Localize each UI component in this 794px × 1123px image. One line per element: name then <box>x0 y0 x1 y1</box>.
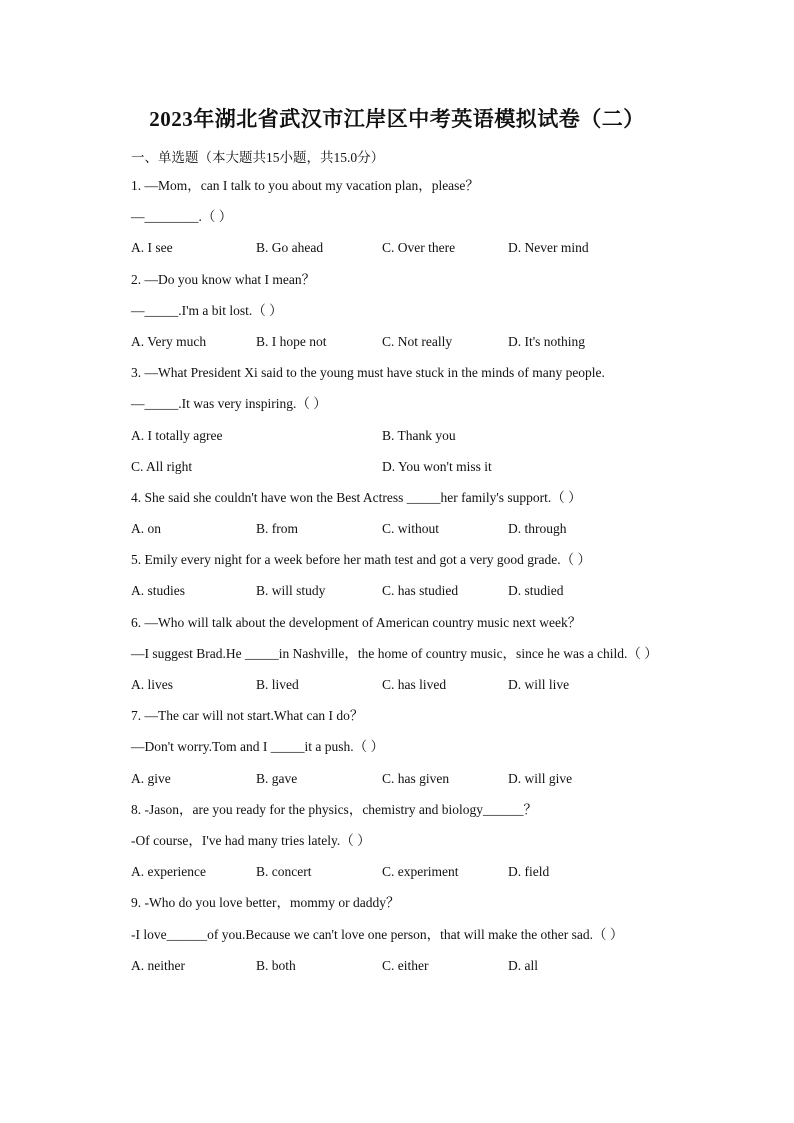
option-c: C. Not really <box>382 333 453 349</box>
option-a: A. lives <box>131 677 173 692</box>
question-item <box>131 607 731 701</box>
option-c: C. without <box>382 521 440 537</box>
question-reply: —_____.I'm a bit lost.（ ） <box>131 302 283 318</box>
option-a: A. studies <box>131 583 185 599</box>
option-b: B. gave <box>256 770 298 786</box>
option-d: D. will live <box>508 677 570 692</box>
option-a: A. give <box>131 770 171 786</box>
option-d: D. Never mind <box>508 240 589 256</box>
question-item <box>131 700 731 794</box>
question-stem: 8. -Jason，are you ready for the physics，chemistry and biology______？ <box>131 801 538 817</box>
question-stem: 4. She said she couldn't have won the Best Actress _____her family's support.（ ） <box>131 489 582 505</box>
question-item <box>131 357 731 482</box>
option-c: C. has given <box>382 770 450 786</box>
option-a: A. Very much <box>131 333 207 349</box>
option-a: A. on <box>131 521 161 537</box>
option-b: B. both <box>256 957 296 973</box>
question-item <box>131 887 731 981</box>
question-reply: —I suggest Brad.He _____in Nashville，the home of country music，since he was a child.（ ） <box>131 645 658 661</box>
question-reply: —_____.It was very inspiring.（ ） <box>131 396 327 412</box>
question-item <box>131 794 731 888</box>
question-stem: 3. —What President Xi said to the young must have stuck in the minds of many people. <box>131 365 605 381</box>
option-c: C. Over there <box>382 240 456 256</box>
option-c: C. either <box>382 957 429 973</box>
option-a: A. I totally agree <box>131 427 223 443</box>
options-row <box>131 669 731 700</box>
question-stem: 6. —Who will talk about the development of American country music next week？ <box>131 614 582 630</box>
question-item <box>131 482 731 544</box>
option-b: B. Thank you <box>382 427 456 443</box>
option-c: C. All right <box>131 458 193 474</box>
options-row <box>131 232 731 263</box>
option-c: C. has lived <box>382 677 447 692</box>
option-d: D. through <box>508 521 567 537</box>
option-c: C. has studied <box>382 583 459 599</box>
option-d: D. studied <box>508 583 564 599</box>
options-row <box>131 326 731 357</box>
option-b: B. lived <box>256 677 299 692</box>
options-row <box>131 451 731 482</box>
options-row <box>131 856 731 887</box>
option-b: B. from <box>256 521 298 537</box>
options-row <box>131 763 731 794</box>
option-a: A. I see <box>131 240 173 256</box>
option-b: B. Go ahead <box>256 240 324 256</box>
options-row <box>131 950 731 981</box>
section-heading: 一、单选题（本大题共15小题，共15.0分） <box>131 150 385 165</box>
option-a: A. experience <box>131 864 206 880</box>
options-row <box>131 420 731 451</box>
question-stem: 1. —Mom，can I talk to you about my vacation plan，please？ <box>131 178 479 193</box>
options-row <box>131 575 731 606</box>
question-reply: —________.（ ） <box>131 209 233 225</box>
option-d: D. It's nothing <box>508 333 586 349</box>
option-c: C. experiment <box>382 864 459 880</box>
question-item <box>131 264 731 358</box>
option-d: D. field <box>508 864 550 880</box>
option-b: B. concert <box>256 864 312 880</box>
question-reply: -Of course，I've had many tries lately.（ ） <box>131 832 371 848</box>
question-stem: 9. -Who do you love better，mommy or daddy？ <box>131 895 400 911</box>
option-d: D. will give <box>508 770 573 786</box>
question-list <box>131 170 731 981</box>
question-item <box>131 170 731 264</box>
options-row <box>131 513 731 544</box>
option-d: D. You won't miss it <box>382 458 492 474</box>
question-reply: -I love______of you.Because we can't love one person，that will make the other sad.（ ） <box>131 926 624 942</box>
question-stem: 5. Emily every night for a week before her math test and got a very good grade.（ ） <box>131 552 591 568</box>
question-item <box>131 544 731 606</box>
option-d: D. all <box>508 957 538 973</box>
question-stem: 7. —The car will not start.What can I do？ <box>131 708 364 724</box>
question-stem: 2. —Do you know what I mean？ <box>131 271 316 287</box>
exam-title: 2023年湖北省武汉市江岸区中考英语模拟试卷（二） <box>149 107 645 131</box>
option-b: B. I hope not <box>256 333 327 349</box>
option-b: B. will study <box>256 583 326 599</box>
option-a: A. neither <box>131 957 185 973</box>
question-reply: —Don't worry.Tom and I _____it a push.（ ） <box>131 739 384 755</box>
